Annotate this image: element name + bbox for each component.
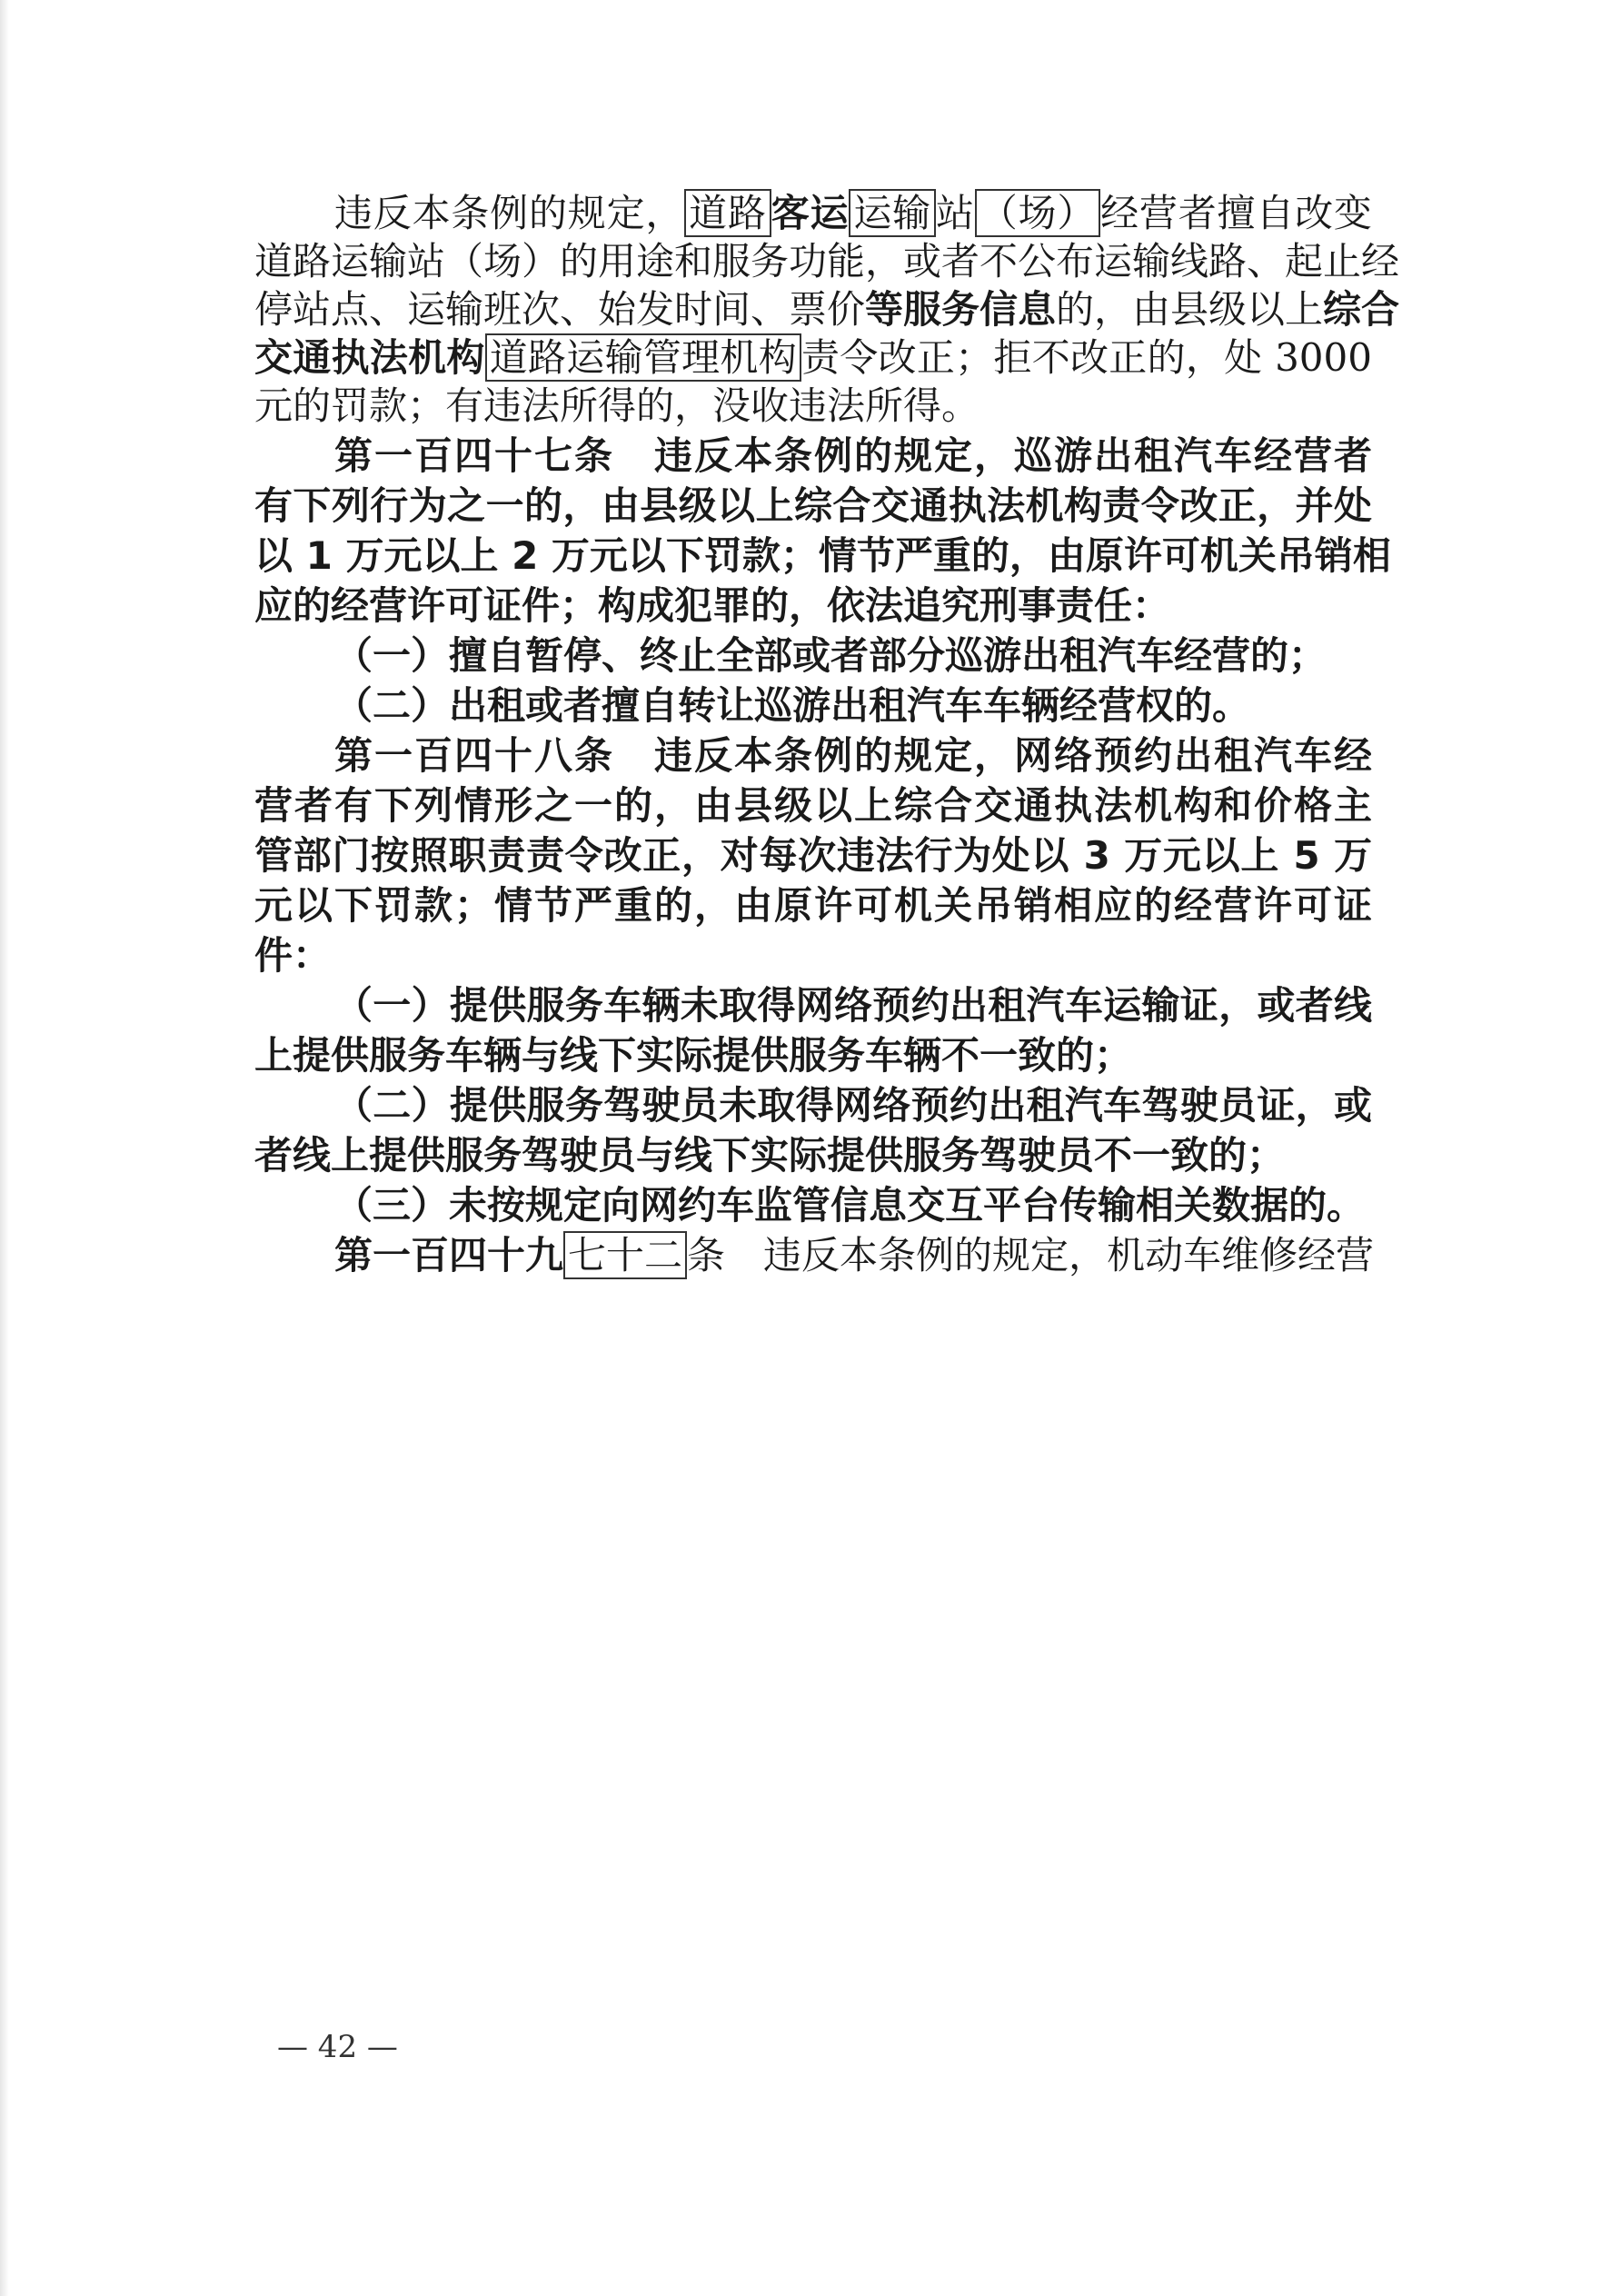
text-line: 以 1 万元以上 2 万元以下罚款；情节严重的，由原许可机关吊销相 [254,533,1391,578]
article-147-heading: 第一百四十七条 违反本条例的规定，巡游出租汽车经营者 [334,433,1372,478]
text-run: 责令改正；拒不改正的，处 3000 [801,335,1372,380]
text-line: 营者有下列情形之一的，由县级以上综合交通执法机构和价格主 [254,783,1372,828]
deleted-text-box: 运输 [849,189,936,237]
text-run: 站 [935,191,975,235]
text-line: 上提供服务车辆与线下实际提供服务车辆不一致的； [254,1033,1133,1078]
inserted-text: 客运 [771,191,850,235]
deleted-text-box: 道路 [684,189,771,237]
list-item: （二）提供服务驾驶员未取得网络预约出租汽车驾驶员证，或 [334,1083,1372,1128]
text-line: 元以下罚款；情节严重的，由原许可机关吊销相应的经营许可证 [254,883,1372,928]
text-line [254,331,1372,385]
text-run: 经营者擅自改变 [1100,191,1372,235]
deleted-text-box: 道路运输管理机构 [485,333,801,382]
text-run: 违反本条例的规定， [334,191,685,235]
text-run: 停站点、运输班次、始发时间、票价 [254,287,866,332]
inserted-text: 交通执法机构 [254,335,485,380]
page-number: — 42 — [277,2029,398,2065]
inserted-text: 综合 [1323,287,1400,332]
text-run: 条 违反本条例的规定，机动车维修经营 [687,1233,1375,1277]
article-148-heading: 第一百四十八条 违反本条例的规定，网络预约出租汽车经 [334,733,1372,778]
text-line [254,283,1400,337]
text-line: 件： [254,933,332,978]
article-149-heading [334,1228,1375,1283]
text-line: 有下列行为之一的，由县级以上综合交通执法机构责令改正，并处 [254,483,1372,528]
text-line [334,186,1372,241]
text-line: 应的经营许可证件；构成犯罪的，依法追究刑事责任： [254,583,1171,628]
inserted-text: 等服务信息 [865,287,1057,332]
inserted-text: 第一百四十九 [334,1233,564,1277]
text-line: 道路运输站（场）的用途和服务功能，或者不公布运输线路、起止经 [254,239,1400,283]
list-item: （一）提供服务车辆未取得网络预约出租汽车运输证，或者线 [334,983,1372,1028]
text-line: 者线上提供服务驾驶员与线下实际提供服务驾驶员不一致的； [254,1133,1286,1178]
list-item: （二）出租或者擅自转让巡游出租汽车车辆经营权的。 [334,683,1251,728]
text-line: 元的罚款；有违法所得的，没收违法所得。 [254,383,980,428]
deleted-text-box: 七十二 [563,1231,687,1279]
text-line: 管部门按照职责责令改正，对每次违法行为处以 3 万元以上 5 万 [254,833,1372,878]
text-run: 的，由县级以上 [1056,287,1324,332]
deleted-text-box: （场） [975,189,1100,237]
list-item: （三）未按规定向网约车监管信息交互平台传输相关数据的。 [334,1183,1366,1228]
list-item: （一）擅自暂停、终止全部或者部分巡游出租汽车经营的； [334,633,1328,678]
scan-edge [0,0,9,2296]
